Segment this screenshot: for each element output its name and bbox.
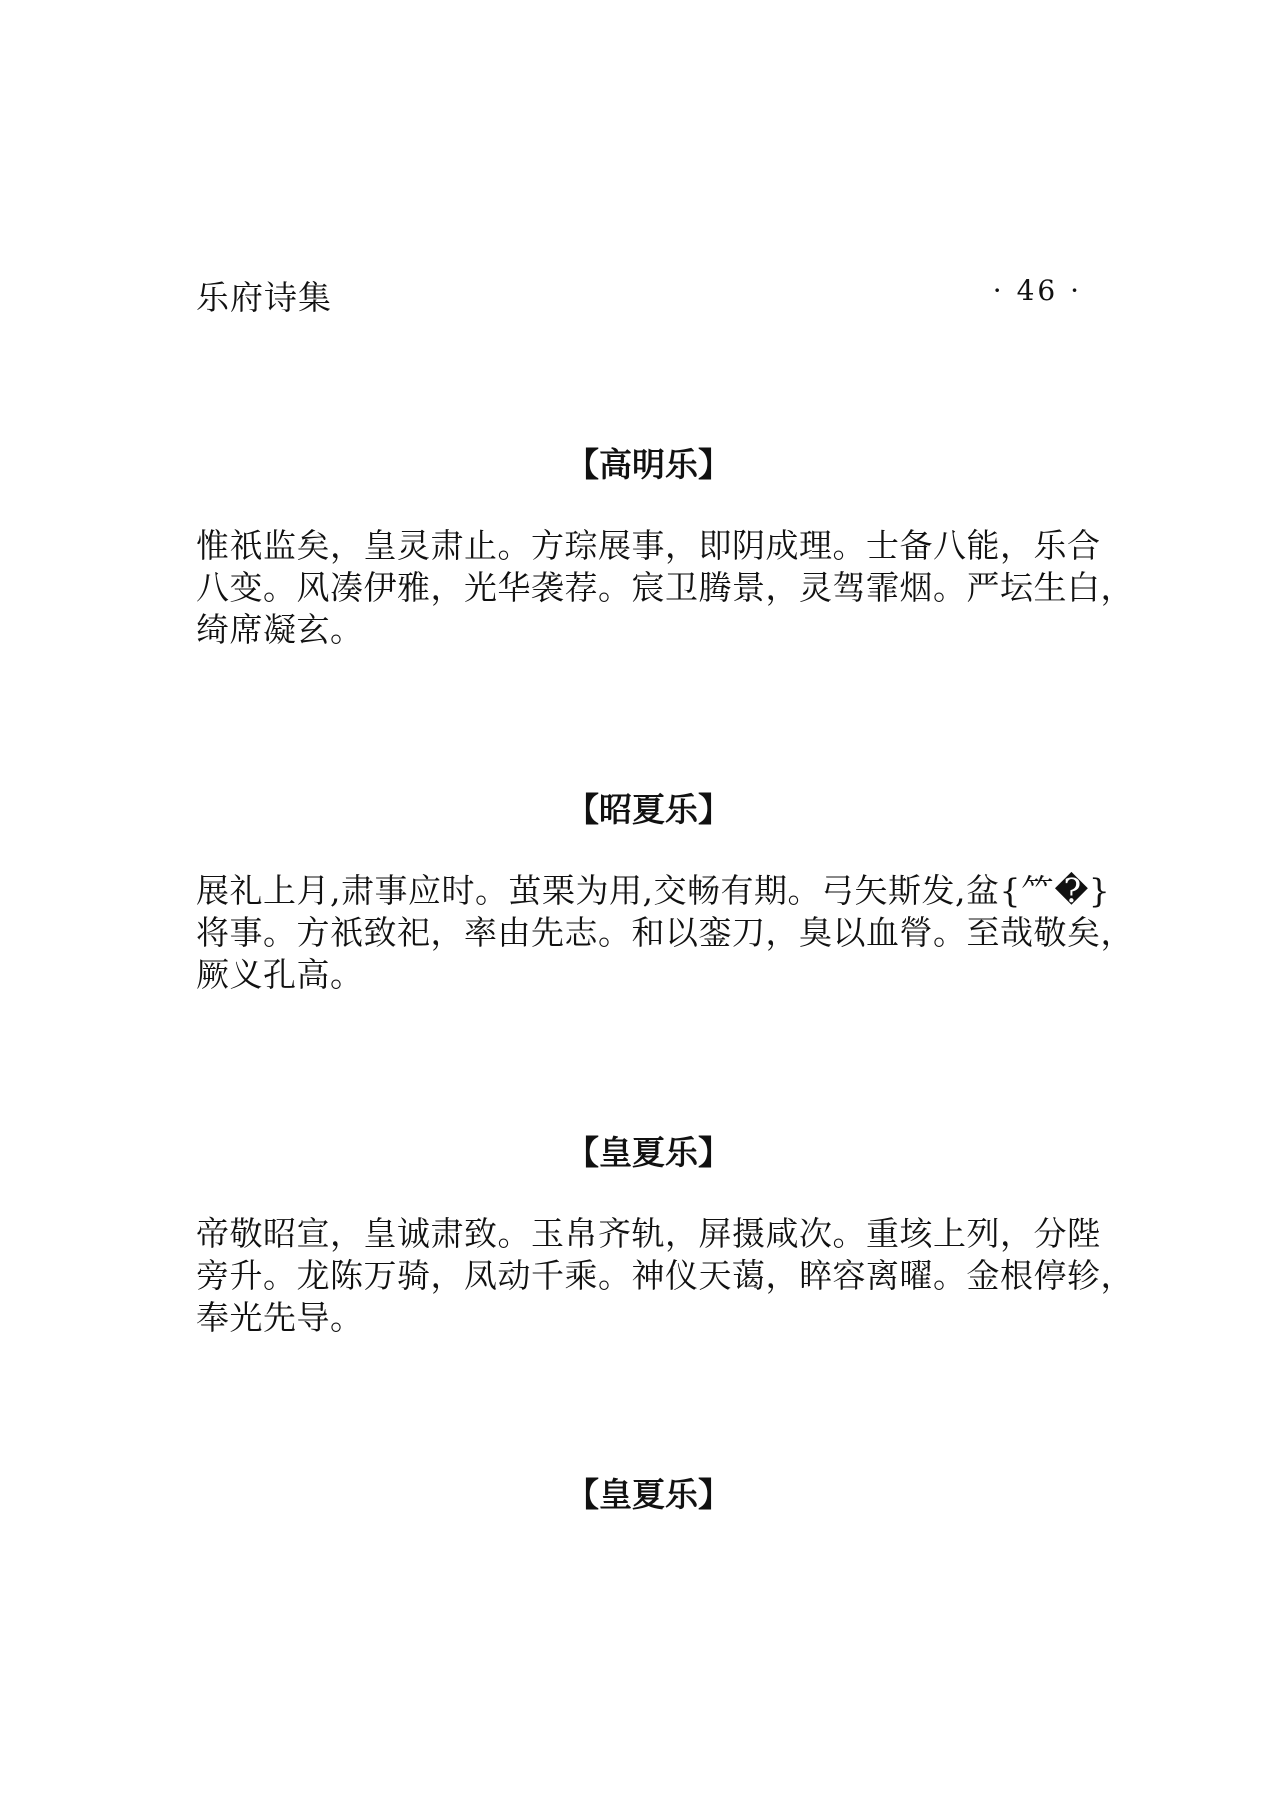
verse-line: 惟祇监矣，皇灵肃止。方琮展事，即阴成理。士备八能，乐合	[196, 526, 1101, 565]
verse-line: 展礼上月,肃事应时。茧栗为用,交畅有期。弓矢斯发,盆{⺮�}	[196, 871, 1111, 910]
section-body	[196, 1213, 1134, 1339]
verse-line: 奉光先导。	[196, 1298, 364, 1337]
section-title: 【皇夏乐】	[566, 1475, 731, 1514]
section-title: 【皇夏乐】	[566, 1133, 731, 1172]
section-body	[196, 525, 1134, 651]
book-title: 乐府诗集	[196, 278, 332, 317]
section-title: 【昭夏乐】	[566, 790, 731, 829]
section-body	[196, 870, 1134, 996]
verse-line: 帝敬昭宣，皇诚肃致。玉帛齐轨，屏摄咸次。重垓上列，分陛	[196, 1214, 1101, 1253]
section-title: 【高明乐】	[566, 445, 731, 484]
verse-line: 厥义孔高。	[196, 955, 364, 994]
page-header	[196, 272, 1082, 316]
page-number: · 46 ·	[992, 274, 1082, 307]
verse-line: 绮席凝玄。	[196, 610, 364, 649]
verse-line: 将事。方祇致祀，率由先志。和以銮刀，臭以血膋。至哉敬矣，	[196, 913, 1134, 952]
verse-line: 八变。风凑伊雅，光华袭荐。宸卫腾景，灵驾霏烟。严坛生白，	[196, 568, 1134, 607]
verse-line: 旁升。龙陈万骑，凤动千乘。神仪天蔼，睟容离曜。金根停轸，	[196, 1256, 1134, 1295]
